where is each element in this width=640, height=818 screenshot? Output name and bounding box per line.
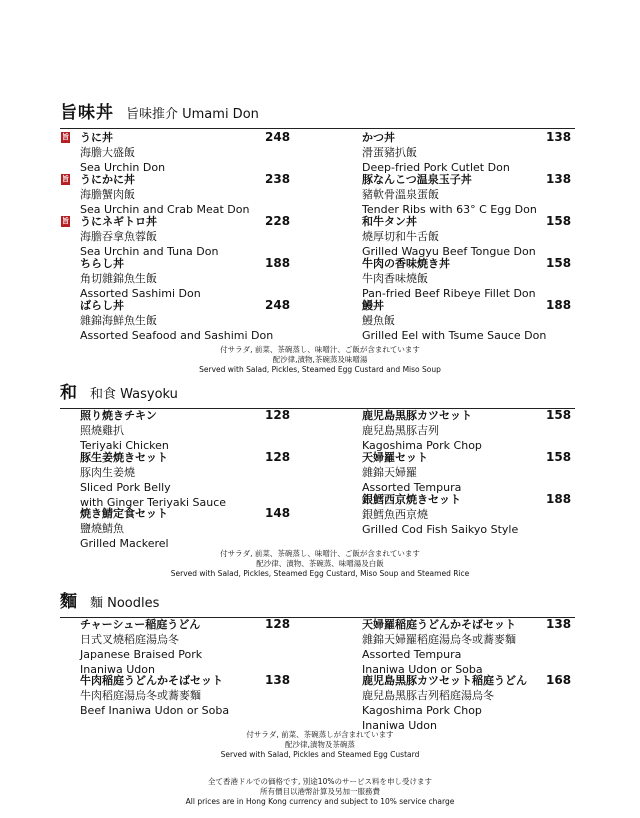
item-name-zh: 照燒雞扒 (80, 424, 124, 437)
footer-note: 所有價目以港幣計算及另加一服務費 (260, 787, 380, 796)
item-name-jp: 照り焼きチキン (80, 409, 157, 422)
item-name-jp: 牛肉の香味焼き丼 (362, 257, 450, 270)
item-name-zh: 鰻魚飯 (362, 314, 395, 327)
item-name-zh: 雜錦海鮮魚生飯 (80, 314, 157, 327)
section-header (60, 587, 575, 618)
item-price: 128 (265, 450, 291, 464)
section-note: 配沙律、漬物、茶碗蒸、味噌湯及白飯 (256, 559, 384, 568)
item-price: 158 (546, 256, 572, 270)
item-name-zh: 雜錦天婦羅 (362, 466, 417, 479)
item-name-jp: うに丼 (80, 131, 113, 144)
item-name-en: Japanese Braised Pork (80, 648, 203, 661)
item-name-jp: うにネギトロ丼 (80, 215, 157, 228)
item-name-zh: 銀鱈魚西京燒 (362, 508, 428, 521)
item-price: 128 (265, 617, 291, 631)
item-name-zh: 日式叉燒稻庭湯烏冬 (80, 633, 179, 646)
item-name-en: Sea Urchin Don (80, 161, 166, 174)
menu-item (362, 256, 536, 301)
section-title-row (60, 378, 575, 403)
item-price: 158 (546, 408, 572, 422)
item-price: 238 (265, 172, 291, 186)
section-title: 和 (60, 383, 78, 403)
section-title: 麵 (60, 592, 78, 612)
menu-item (362, 408, 482, 453)
section-note: 配沙律,漬物及茶碗蒸 (285, 740, 355, 749)
item-name-en: Tender Ribs with 63° C Egg Don (362, 203, 537, 216)
menu-item (362, 172, 537, 217)
item-name-en: Pan-fried Beef Ribeye Fillet Don (362, 287, 536, 300)
item-name-en: Assorted Sashimi Don (80, 287, 201, 300)
item-price: 138 (546, 130, 572, 144)
item-name-zh: 角切雜錦魚生飯 (80, 272, 157, 285)
item-name-en: Assorted Tempura (362, 481, 462, 494)
section-note: 付サラダ, 前菜、茶碗蒸し、味噌汁、ご飯が含まれています (220, 345, 420, 354)
menu-item (362, 492, 518, 537)
item-name-zh: 豬軟骨溫泉蛋飯 (362, 188, 439, 201)
item-name-jp: うにかに丼 (80, 173, 135, 186)
section-header (60, 378, 575, 409)
item-price: 188 (546, 492, 572, 506)
item-price: 188 (265, 256, 291, 270)
item-name-en: Sliced Pork Belly (80, 481, 171, 494)
item-name-jp: かつ丼 (362, 131, 395, 144)
item-name-jp: 鰻丼 (362, 299, 384, 312)
item-name-jp: 焼き鯖定食セット (80, 507, 168, 520)
item-name-zh: 燒厚切和牛舌飯 (362, 230, 439, 243)
item-name-zh: 牛肉稻庭湯烏冬或蕎麥麵 (80, 689, 201, 702)
item-name-jp: 豚生姜焼きセット (80, 451, 168, 464)
item-name-jp: 天婦羅セット (362, 451, 428, 464)
section-note: Served with Salad, Pickles, Steamed Egg Custard and Miso Soup (199, 365, 441, 374)
item-price: 138 (546, 172, 572, 186)
item-name-jp: ばらし丼 (80, 299, 124, 312)
item-name-en: Inaniwa Udon or Soba (362, 663, 483, 676)
section-subtitle: 旨味推介 Umami Don (126, 107, 259, 122)
item-name-jp: 天婦羅稲庭うどんかそばセット (362, 618, 516, 631)
section-subtitle: 麵 Noodles (90, 596, 160, 611)
item-name-jp: 鹿児島黒豚カツセット稲庭うどん (362, 674, 527, 687)
item-name-zh: 牛肉香味燒飯 (362, 272, 428, 285)
menu-item (80, 256, 201, 301)
item-name-en: Assorted Tempura (362, 648, 462, 661)
menu-item (80, 673, 229, 718)
section-note: Served with Salad, Pickles and Steamed Egg Custard (220, 750, 420, 759)
item-name-en: Teriyaki Chicken (80, 439, 169, 452)
menu-item (362, 673, 527, 733)
item-name-zh: 鹿兒島黑豚吉列 (362, 424, 439, 437)
section-subtitle: 和食 Wasyoku (90, 387, 178, 402)
menu-item (362, 214, 536, 259)
section-divider (60, 128, 575, 129)
section-title-row (60, 98, 575, 123)
item-name-jp: 豚なんこつ温泉玉子丼 (362, 173, 472, 186)
section-title: 旨味丼 (60, 103, 114, 123)
item-name-jp: チャーシュー稲庭うどん (80, 618, 201, 631)
menu-item (80, 214, 218, 259)
item-name-jp: ちらし丼 (80, 257, 124, 270)
section-note: 付サラダ, 前菜、茶碗蒸しが含まれています (246, 730, 394, 739)
item-name-en: Assorted Seafood and Sashimi Don (80, 329, 274, 342)
item-price: 128 (265, 408, 291, 422)
menu-item (80, 450, 226, 510)
item-name-zh: 海膽蟹肉飯 (80, 188, 135, 201)
section-note: 配沙律,漬物,茶碗蒸及味噌湯 (272, 355, 368, 364)
footer-note: All prices are in Hong Kong currency and subject to 10% service charge (185, 797, 455, 806)
item-name-en: Sea Urchin and Crab Meat Don (80, 203, 250, 216)
item-price: 248 (265, 130, 291, 144)
footer-note: 全て香港ドルでの価格です, 別途10%のサービス料を申し受けます (208, 777, 432, 786)
item-name-jp: 和牛タン丼 (362, 215, 417, 228)
item-name-en: Kagoshima Pork Chop (362, 704, 482, 717)
recommend-badge: 旨 (62, 217, 69, 225)
item-name-en: with Ginger Teriyaki Sauce (80, 496, 227, 509)
item-name-zh: 鹽燒鯖魚 (80, 522, 124, 535)
item-price: 248 (265, 298, 291, 312)
item-name-zh: 豚肉生姜燒 (80, 466, 135, 479)
item-name-en: Grilled Mackerel (80, 537, 169, 550)
recommend-badge: 旨 (62, 133, 69, 141)
item-name-en: Deep-fried Pork Cutlet Don (362, 161, 510, 174)
menu-item (362, 130, 510, 175)
item-name-en: Inaniwa Udon (362, 719, 437, 732)
item-name-zh: 雜錦天婦羅稻庭湯烏冬或蕎麥麵 (362, 633, 516, 646)
item-name-en: Kagoshima Pork Chop (362, 439, 482, 452)
item-price: 158 (546, 450, 572, 464)
item-name-en: Grilled Cod Fish Saikyo Style (362, 523, 519, 536)
item-name-zh: 鹿兒島黑豚吉列稻庭湯烏冬 (362, 689, 494, 702)
menu-item (80, 506, 169, 551)
recommend-badge: 旨 (62, 175, 69, 183)
item-price: 188 (546, 298, 572, 312)
item-name-en: Grilled Wagyu Beef Tongue Don (362, 245, 536, 258)
item-name-zh: 海膽大盛飯 (80, 146, 135, 159)
menu-item (80, 408, 169, 453)
menu-item (80, 172, 249, 217)
menu-item (362, 617, 516, 677)
item-price: 168 (546, 673, 572, 687)
item-price: 138 (546, 617, 572, 631)
menu-item (362, 450, 461, 495)
item-price: 148 (265, 506, 291, 520)
item-name-en: Beef Inaniwa Udon or Soba (80, 704, 230, 717)
section-header (60, 98, 575, 129)
section-note: 付サラダ, 前菜、茶碗蒸し、味噌汁、ご飯が含まれています (220, 549, 420, 558)
section-title-row (60, 587, 575, 612)
menu-item (80, 130, 165, 175)
item-name-zh: 滑蛋豬扒飯 (362, 146, 417, 159)
item-price: 228 (265, 214, 291, 228)
item-name-zh: 海膽吞拿魚蓉飯 (80, 230, 157, 243)
menu-item (80, 617, 202, 677)
item-name-jp: 牛肉稲庭うどんかそばセット (80, 674, 223, 687)
item-name-jp: 銀鱈西京焼きセット (362, 493, 461, 506)
item-price: 138 (265, 673, 291, 687)
menu-item (80, 298, 273, 343)
item-name-en: Sea Urchin and Tuna Don (80, 245, 219, 258)
item-name-en: Grilled Eel with Tsume Sauce Don (362, 329, 547, 342)
item-name-en: Inaniwa Udon (80, 663, 155, 676)
item-price: 158 (546, 214, 572, 228)
section-note: Served with Salad, Pickles, Steamed Egg Custard, Miso Soup and Steamed Rice (170, 569, 470, 578)
menu-item (362, 298, 546, 343)
item-name-jp: 鹿児島黒豚カツセット (362, 409, 472, 422)
